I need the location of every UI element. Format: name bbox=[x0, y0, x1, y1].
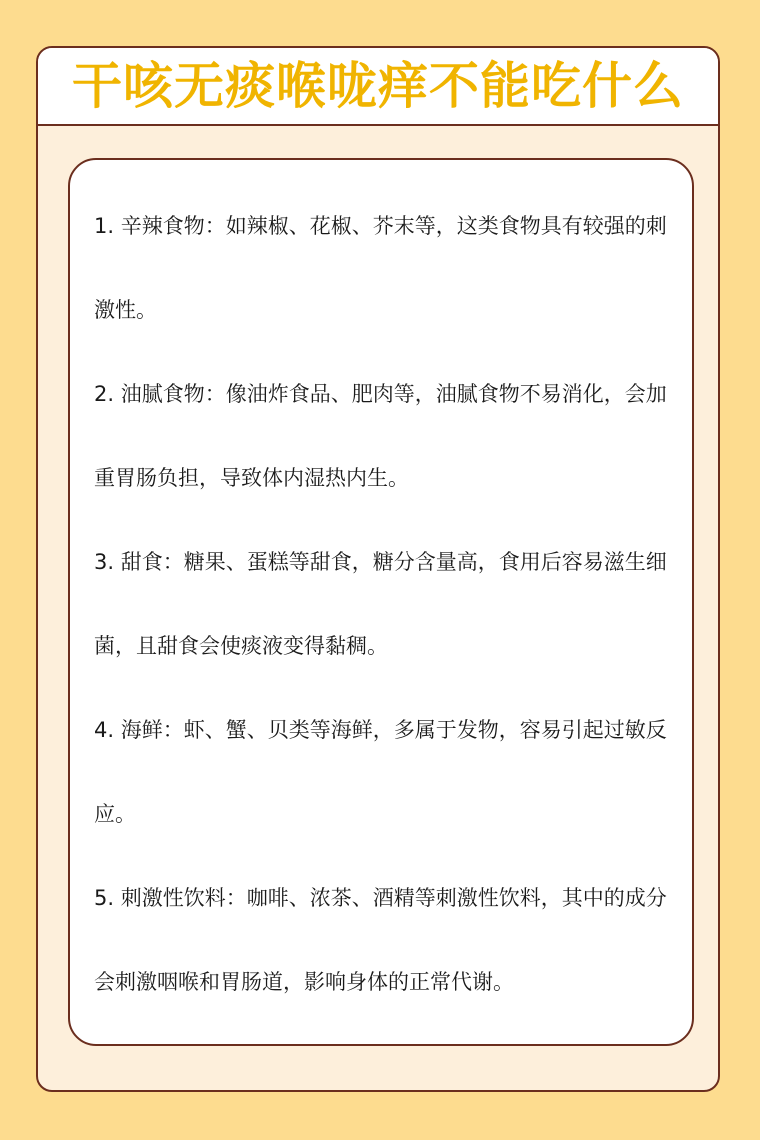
content-panel bbox=[68, 158, 694, 1046]
page-title: 干咳无痰喉咙痒不能吃什么 bbox=[72, 57, 684, 115]
title-bar bbox=[38, 48, 718, 126]
article-card bbox=[36, 46, 720, 1092]
list-item: 2. 油腻食物：像油炸食品、肥肉等，油腻食物不易消化，会加重胃肠负担，导致体内湿热内生。 bbox=[94, 382, 667, 490]
list-item: 4. 海鲜：虾、蟹、贝类等海鲜，多属于发物，容易引起过敏反应。 bbox=[94, 718, 667, 826]
list-item: 5. 刺激性饮料：咖啡、浓茶、酒精等刺激性饮料，其中的成分会刺激咽喉和胃肠道，影响身体的正常代谢。 bbox=[94, 886, 667, 994]
list-item: 3. 甜食：糖果、蛋糕等甜食，糖分含量高，食用后容易滋生细菌，且甜食会使痰液变得黏稠。 bbox=[94, 550, 667, 658]
list-item: 1. 辛辣食物：如辣椒、花椒、芥末等，这类食物具有较强的刺激性。 bbox=[94, 214, 667, 322]
